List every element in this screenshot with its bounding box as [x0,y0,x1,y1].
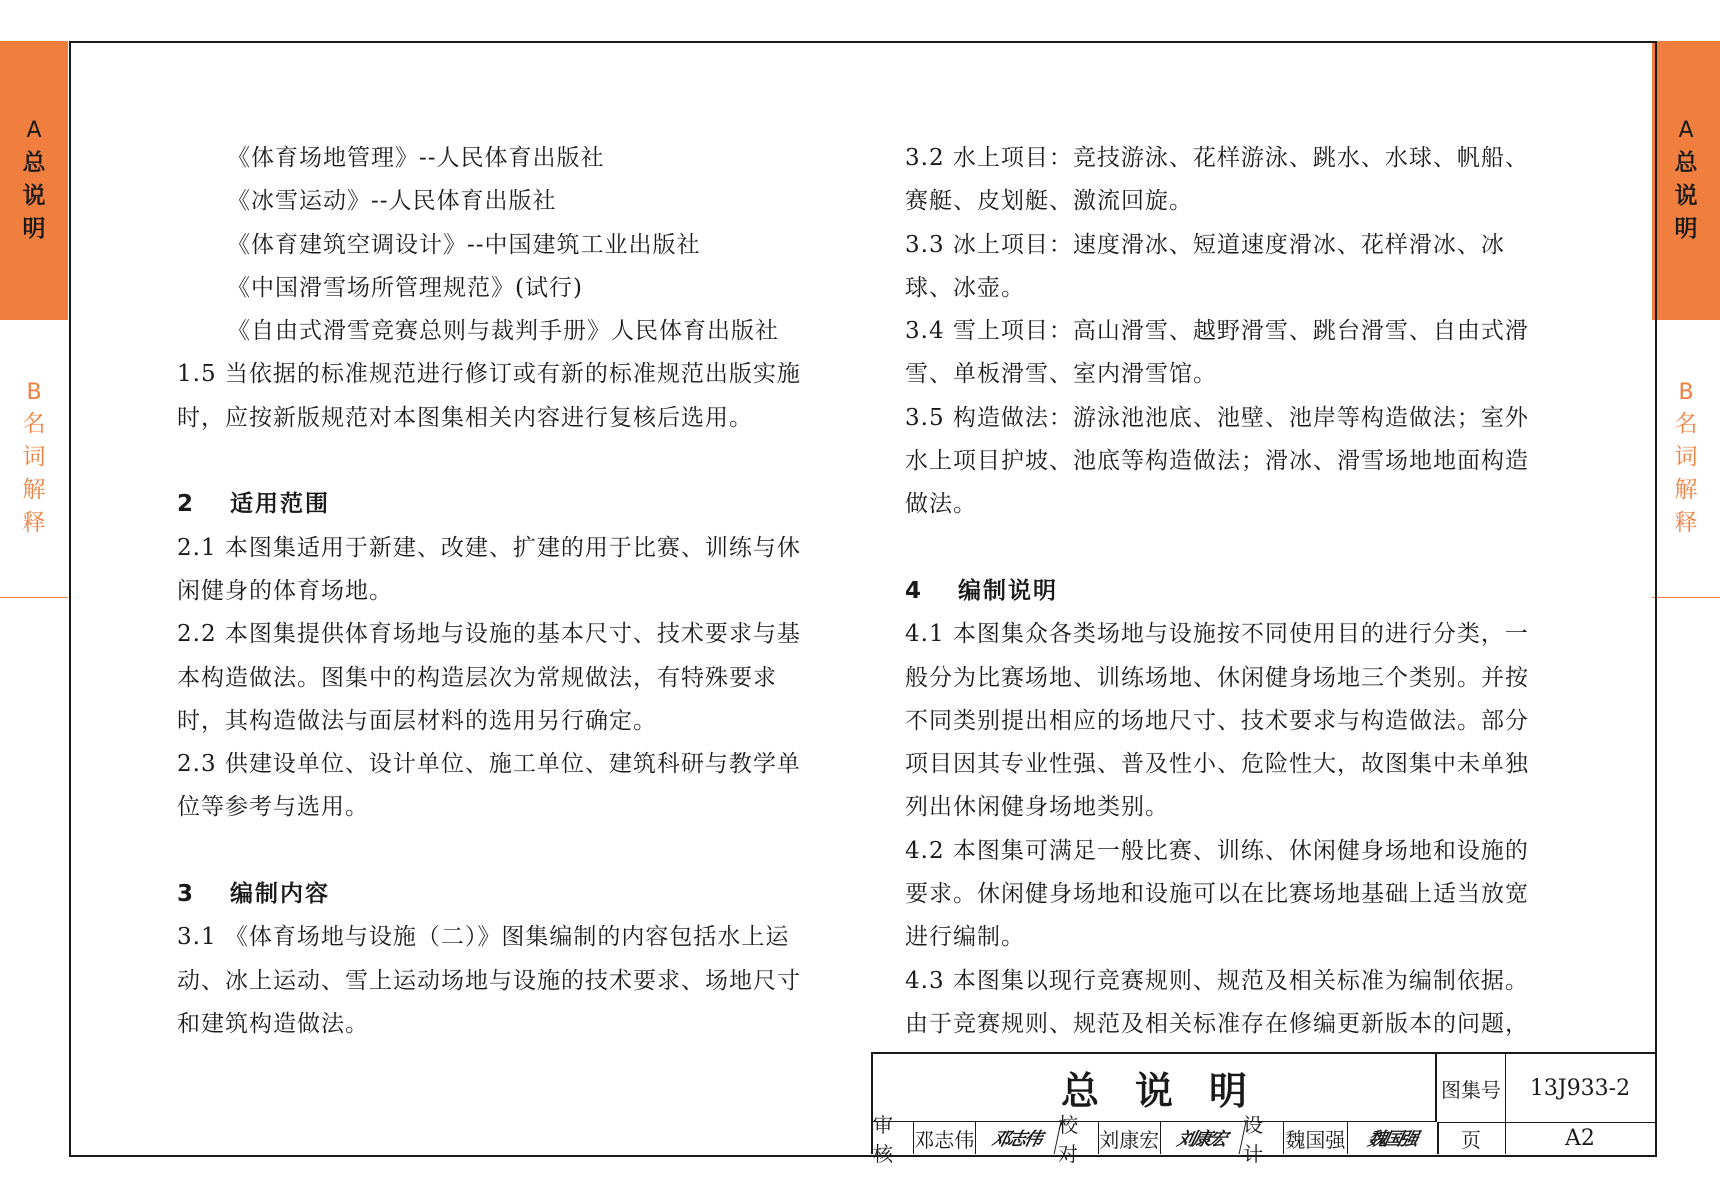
designer-signature: 魏国强 [1365,1129,1419,1150]
side-tab-a-label: 总说明 [22,149,46,242]
text-line: 做法。 [905,491,977,518]
design-label: 设计 [1243,1122,1284,1154]
text-line: 水上项目护坡、池底等构造做法；滑冰、滑雪场地地面构造 [905,448,1529,475]
side-tab-a[interactable] [0,41,68,320]
side-tab-a-right[interactable] [1652,41,1720,320]
section-heading: 2 适用范围 [177,491,331,518]
side-tab-b-right[interactable] [1652,320,1720,598]
text-line: 3.5 构造做法：游泳池池底、池壁、池岸等构造做法；室外 [905,404,1529,431]
text-line: 闲健身的体育场地。 [177,577,393,604]
page-label: 页 [1437,1122,1506,1154]
text-line: 3.1 《体育场地与设施（二）》图集编制的内容包括水上运 [177,924,790,951]
review-label: 审核 [873,1122,914,1154]
title-block [871,1052,1655,1166]
side-tab-b-label: 名词解释 [1674,410,1698,536]
text-line: 时，其构造做法与面层材料的选用另行确定。 [177,707,657,734]
text-line: 进行编制。 [905,924,1025,951]
text-line: 赛艇、皮划艇、激流回旋。 [905,188,1193,215]
reference-line: 《体育场地管理》--人民体育出版社 [227,145,605,171]
text-line: 3.2 水上项目：竞技游泳、花样游泳、跳水、水球、帆船、 [905,145,1529,171]
paragraph-gap [177,440,837,483]
text-line: 由于竞赛规则、规范及相关标准存在修编更新版本的问题， [905,1010,1529,1037]
text-line: 本构造做法。图集中的构造层次为常规做法，有特殊要求 [177,664,777,691]
left-text-column [177,137,837,1046]
text-line: 项目因其专业性强、普及性小、危险性大，故图集中未单独 [905,751,1529,778]
reviewer-signature: 邓志伟 [973,1122,1062,1154]
text-line: 2.3 供建设单位、设计单位、施工单位、建筑科研与教学单 [177,751,801,778]
section-heading: 3 编制内容 [177,881,331,908]
reference-line: 《冰雪运动》--人民体育出版社 [227,188,557,215]
side-tab-a-label: 总说明 [1674,149,1698,242]
text-line: 位等参考与选用。 [177,794,369,821]
reference-line: 《中国滑雪场所管理规范》(试行) [227,274,583,301]
text-line: 动、冰上运动、雪上运动场地与设施的技术要求、场地尺寸 [177,967,801,994]
paragraph-gap [177,830,837,873]
side-tab-a-letter: A [1678,118,1694,143]
text-line: 列出休闲健身场地类别。 [905,794,1169,821]
text-line: 4.2 本图集可满足一般比赛、训练、休闲健身场地和设施的 [905,837,1529,864]
text-line: 2.2 本图集提供体育场地与设施的基本尺寸、技术要求与基 [177,621,801,648]
designer-name: 魏国强 [1284,1122,1348,1154]
text-line: 雪、单板滑雪、室内滑雪馆。 [905,361,1217,388]
reviewer-name: 邓志伟 [914,1122,976,1154]
reference-line: 《自由式滑雪竞赛总则与裁判手册》人民体育出版社 [227,318,779,345]
text-line: 3.3 冰上项目：速度滑冰、短道速度滑冰、花样滑冰、冰 [905,231,1505,258]
text-line: 2.1 本图集适用于新建、改建、扩建的用于比赛、训练与休 [177,534,801,561]
signature-row [873,1113,1439,1166]
right-text-column [905,137,1565,1046]
text-line: 时，应按新版规范对本图集相关内容进行复核后选用。 [177,404,753,431]
side-tab-a-letter: A [26,118,42,143]
paragraph-gap [905,527,1565,570]
side-tab-b-letter: B [26,379,42,405]
text-line: 4.1 本图集众各类场地与设施按不同使用目的进行分类，一 [905,621,1529,648]
side-tab-b-label: 名词解释 [22,410,46,536]
text-line: 不同类别提出相应的场地尺寸、技术要求与构造做法。部分 [905,707,1529,734]
side-tab-b-letter: B [1678,379,1694,405]
text-line: 要求。休闲健身场地和设施可以在比赛场地基础上适当放宽 [905,881,1529,908]
atlas-number-label: 图集号 [1437,1054,1506,1123]
text-line: 1.5 当依据的标准规范进行修订或有新的标准规范出版实施 [177,361,801,388]
reference-line: 《体育建筑空调设计》--中国建筑工业出版社 [227,231,701,258]
side-tab-b[interactable] [0,320,68,598]
checker-name: 刘康宏 [1099,1122,1161,1154]
text-line: 3.4 雪上项目：高山滑雪、越野滑雪、跳台滑雪、自由式滑 [905,318,1529,345]
text-line: 球、冰壶。 [905,274,1025,301]
section-heading: 4 编制说明 [905,577,1059,604]
text-line: 般分为比赛场地、训练场地、休闲健身场地三个类别。并按 [905,664,1529,691]
checker-signature: 刘康宏 [1158,1122,1247,1154]
page-number: A2 [1565,1125,1595,1151]
check-label: 校对 [1058,1122,1099,1154]
atlas-number: 13J933-2 [1505,1054,1655,1123]
text-line: 和建筑构造做法。 [177,1010,369,1037]
text-line: 4.3 本图集以现行竞赛规则、规范及相关标准为编制依据。 [905,967,1529,994]
drawing-title: 总说明 [873,1054,1437,1122]
